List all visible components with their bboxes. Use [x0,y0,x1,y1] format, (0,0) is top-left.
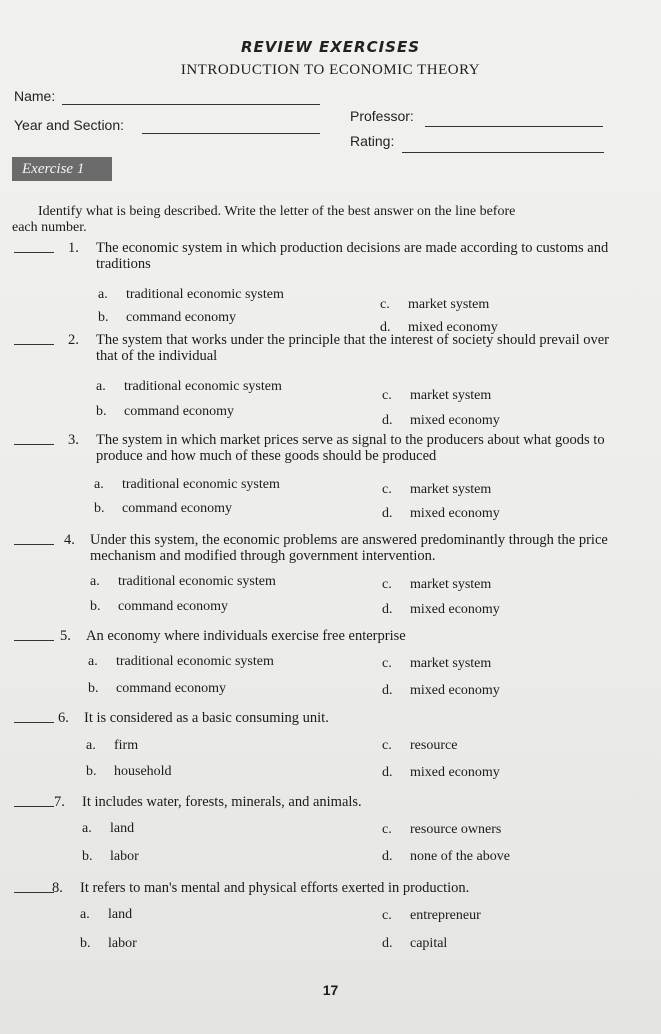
option-b: b. command economy [88,681,227,696]
question-number: 4. [64,532,75,548]
option-b: b. command economy [96,404,235,419]
exercise-label: Exercise 1 [12,157,112,181]
option-c: c. market system [382,388,492,403]
year-section-field[interactable] [142,133,320,134]
question-stem: Under this system, the economic problems are answered predominantly through the price mechanism and modified through government intervention. [90,532,608,564]
rating-label: Rating: [350,133,395,149]
rating-field[interactable] [402,152,604,153]
answer-blank-7[interactable] [14,806,54,807]
option-a: a. land [82,821,135,836]
instructions-line-1: Identify what is being described. Write the letter of the best answer on the line before [38,204,516,219]
instructions-line-2: each number. [12,220,87,235]
question-stem: The economic system in which production decisions are made according to customs and traditions [96,240,609,272]
option-a: a. traditional economic system [98,287,284,302]
question-number: 8. [52,880,63,896]
question-stem: It includes water, forests, minerals, and animals. [82,794,362,810]
answer-blank-3[interactable] [14,444,54,445]
option-c: c. resource [382,738,458,753]
option-b: b. labor [82,849,139,864]
page-number: 17 [322,982,339,998]
option-d: d. none of the above [382,849,510,864]
answer-blank-1[interactable] [14,252,54,253]
option-d: d. mixed economy [380,320,498,335]
page-subtitle: INTRODUCTION TO ECONOMIC THEORY [180,62,481,78]
option-d: d. mixed economy [382,683,500,698]
option-c: c. resource owners [382,822,502,837]
answer-blank-4[interactable] [14,544,54,545]
page-title: REVIEW EXERCISES [240,38,421,56]
answer-blank-2[interactable] [14,344,54,345]
question-stem: An economy where individuals exercise free enterprise [86,628,406,644]
question-number: 6. [58,710,69,726]
option-b: b. command economy [94,501,233,516]
option-d: d. mixed economy [382,413,500,428]
question-number: 1. [68,240,79,256]
instructions [12,204,612,236]
question-number: 7. [54,794,65,810]
option-c: c. entrepreneur [382,908,481,923]
option-d: d. mixed economy [382,506,500,521]
option-a: a. land [80,907,133,922]
option-a: a. traditional economic system [88,654,274,669]
option-b: b. household [86,764,172,779]
question-number: 2. [68,332,79,348]
option-a: a. traditional economic system [96,379,282,394]
question-stem: It is considered as a basic consuming unit. [84,710,329,726]
question-stem: The system that works under the principle that the interest of society should prevail over that of the individual [96,332,610,364]
option-c: c. market system [380,297,490,312]
year-section-label: Year and Section: [14,117,125,133]
name-field[interactable] [62,104,320,105]
option-b: b. command economy [98,310,237,325]
option-a: a. traditional economic system [90,574,276,589]
option-d: d. capital [382,936,448,951]
professor-label: Professor: [350,108,414,124]
answer-blank-8[interactable] [14,892,54,893]
professor-field[interactable] [425,126,603,127]
option-b: b. labor [80,936,137,951]
option-d: d. mixed economy [382,765,500,780]
answer-blank-6[interactable] [14,722,54,723]
question-number: 3. [68,432,79,448]
option-c: c. market system [382,482,492,497]
option-d: d. mixed economy [382,602,500,617]
option-a: a. firm [86,738,139,753]
option-b: b. command economy [90,599,229,614]
option-a: a. traditional economic system [94,477,280,492]
question-stem: The system in which market prices serve as signal to the producers about what goods to produce and how much of these goods should be produced [96,432,605,464]
answer-blank-5[interactable] [14,640,54,641]
option-c: c. market system [382,577,492,592]
question-stem: It refers to man's mental and physical efforts exerted in production. [80,880,470,896]
option-c: c. market system [382,656,492,671]
question-number: 5. [60,628,71,644]
name-label: Name: [14,88,56,104]
